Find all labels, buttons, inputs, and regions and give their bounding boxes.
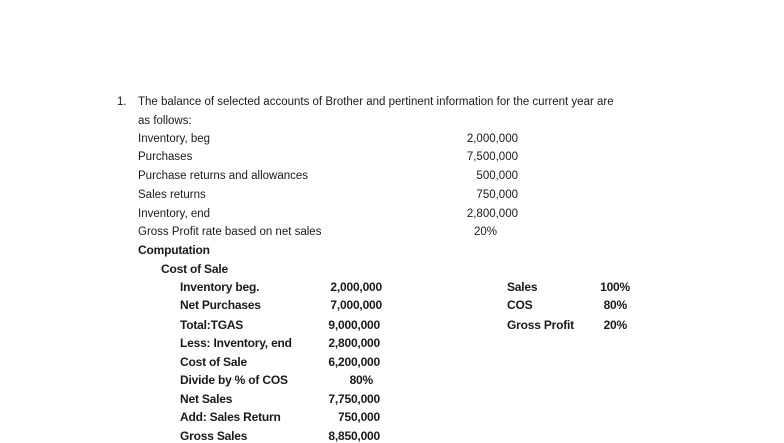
computation-value: 2,800,000	[328, 336, 380, 350]
account-label: Purchase returns and allowances	[138, 170, 309, 182]
computation-value: 9,000,000	[328, 318, 380, 332]
computation-value: 6,200,000	[328, 355, 380, 369]
item-number: 1.	[117, 96, 127, 108]
account-label: Inventory, end	[138, 208, 211, 220]
ratio-value: 80%	[603, 298, 627, 312]
computation-heading: Computation	[138, 243, 210, 257]
account-label: Inventory, beg	[138, 133, 211, 145]
computation-value: 80%	[349, 373, 373, 387]
account-value: 750,000	[476, 189, 518, 201]
account-label: Purchases	[138, 151, 193, 163]
ratio-value: 20%	[603, 318, 627, 332]
computation-label: Inventory beg.	[180, 280, 260, 294]
computation-label: Add: Sales Return	[180, 410, 281, 424]
account-value: 2,800,000	[466, 208, 518, 220]
account-value: 2,000,000	[466, 133, 518, 145]
computation-label: Total:TGAS	[180, 318, 244, 332]
cost-of-sale-heading: Cost of Sale	[161, 262, 228, 276]
computation-label: Net Sales	[180, 392, 233, 406]
computation-value: 8,850,000	[328, 429, 380, 443]
computation-label: Less: Inventory, end	[180, 336, 292, 350]
account-value: 7,500,000	[466, 151, 518, 163]
intro-line-1: The balance of selected accounts of Brother and pertinent information for the current year are	[138, 96, 614, 108]
ratio-value: 100%	[600, 280, 630, 294]
account-label: Sales returns	[138, 189, 206, 201]
intro-line-2: as follows:	[138, 115, 192, 127]
ratio-label: Gross Profit	[507, 318, 574, 332]
computation-value: 7,750,000	[328, 392, 380, 406]
computation-label: Divide by % of COS	[180, 373, 288, 387]
computation-value: 750,000	[338, 410, 380, 424]
computation-value: 2,000,000	[330, 280, 382, 294]
computation-label: Cost of Sale	[180, 355, 247, 369]
account-value: 500,000	[476, 170, 518, 182]
account-value: 20%	[474, 226, 498, 238]
ratio-label: Sales	[507, 280, 538, 294]
computation-label: Gross Sales	[180, 429, 248, 443]
computation-label: Net Purchases	[180, 298, 261, 312]
ratio-label: COS	[507, 298, 533, 312]
computation-value: 7,000,000	[330, 298, 382, 312]
account-label: Gross Profit rate based on net sales	[138, 226, 322, 238]
